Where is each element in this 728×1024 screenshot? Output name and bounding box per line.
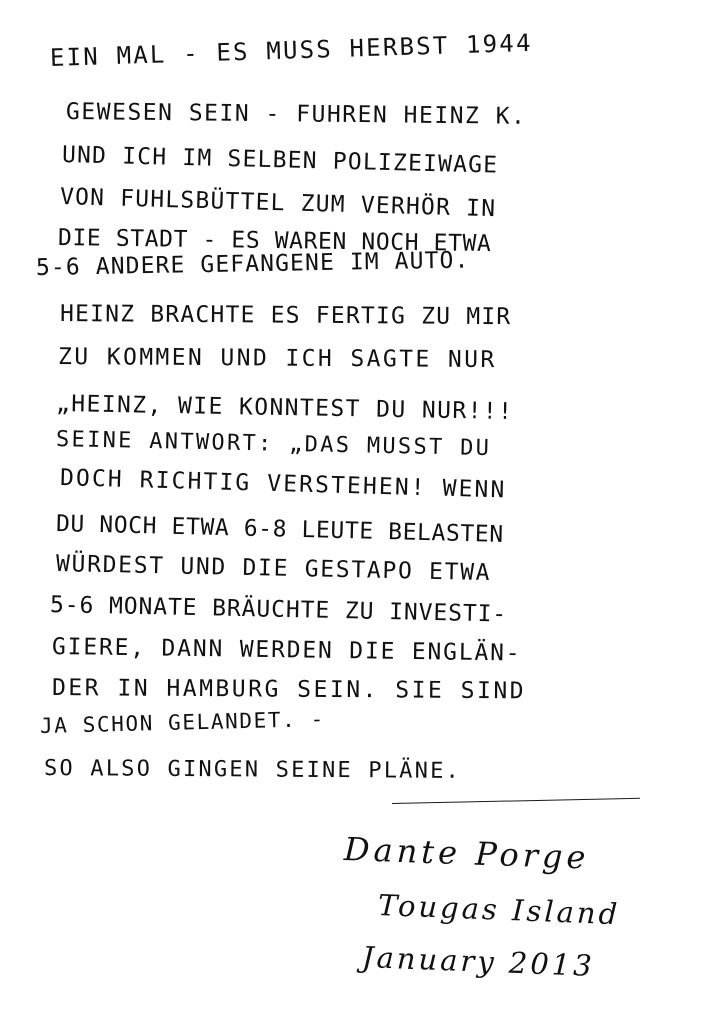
letter-line-1: EIN MAL - ES MUSS HERBST 1944 [49, 28, 534, 72]
signature [340, 812, 630, 882]
letter-line-10: SEINE ANTWORT: „DAS MUSST DU [55, 427, 492, 462]
letter-line-9: „HEINZ, WIE KONNTEST DU NUR!!! [55, 391, 514, 425]
letter-line-4: VON FUHLSBÜTTEL ZUM VERHÖR IN [59, 184, 497, 223]
letter-line-5: DIE STADT - ES WAREN NOCH ETWA [57, 225, 492, 258]
signature-name: Dante Porge [343, 830, 591, 877]
letter-line-8: ZU KOMMEN UND ICH SAGTE NUR [57, 344, 497, 374]
letter-line-13: WÜRDEST UND DIE GESTAPO ETWA [55, 551, 492, 587]
letter-line-11: DOCH RICHTIG VERSTEHEN! WENN [59, 465, 507, 504]
letter-line-3: UND ICH IM SELBEN POLIZEIWAGE [61, 142, 499, 179]
closing-place: Tougas Island [377, 888, 621, 932]
letter-line-15: GIERE, DANN WERDEN DIE ENGLÄN- [51, 634, 522, 667]
closing-divider-line [392, 798, 640, 804]
letter-line-16: DER IN HAMBURG SEIN. SIE SIND [51, 675, 527, 705]
letter-line-6: 5-6 ANDERE GEFANGENE IM AUTO. [35, 247, 470, 281]
letter-line-2: GEWESEN SEIN - FUHREN HEINZ K. [65, 99, 527, 130]
closing-date: January 2013 [361, 940, 596, 983]
letter-line-7: HEINZ BRACHTE ES FERTIG ZU MIR [59, 301, 512, 331]
letter-line-17: JA SCHON GELANDET. - [39, 707, 326, 738]
letter-line-12: DU NOCH ETWA 6-8 LEUTE BELASTEN [55, 511, 505, 548]
letter-line-14: 5-6 MONATE BRÄUCHTE ZU INVESTI- [49, 592, 508, 628]
letter-line-18: SO ALSO GINGEN SEINE PLÄNE. [43, 756, 462, 784]
